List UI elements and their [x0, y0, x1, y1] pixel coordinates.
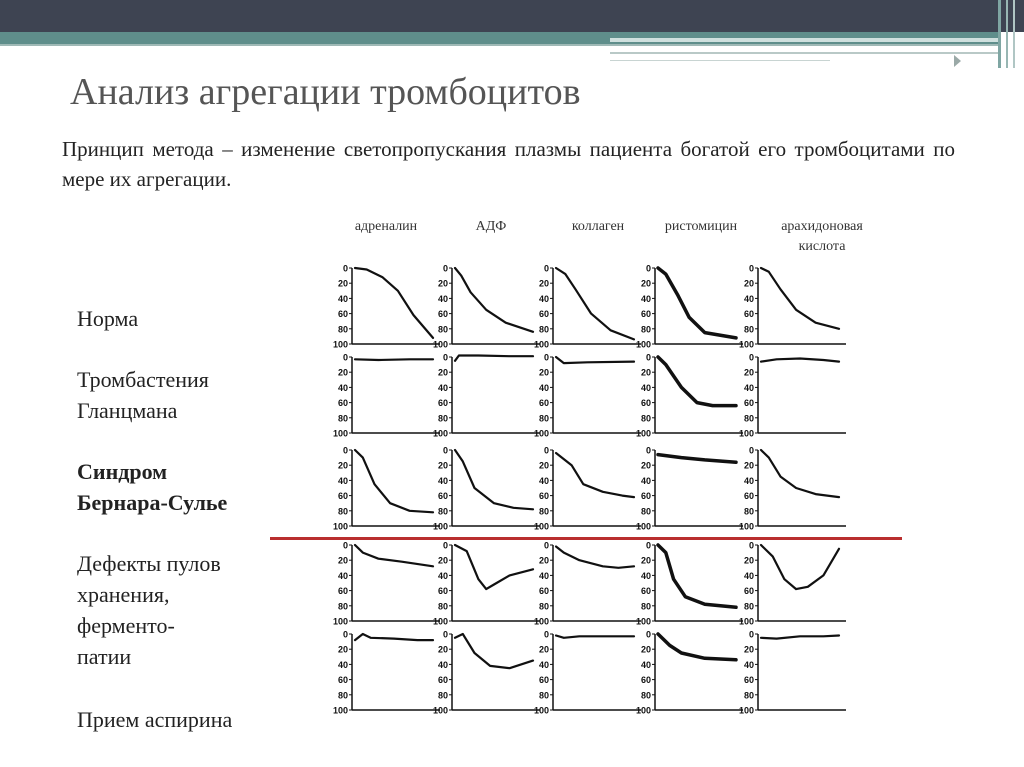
- aggregation-curve: [455, 545, 533, 589]
- tick-label: 40: [538, 570, 549, 581]
- tick-label: 80: [538, 601, 549, 612]
- tick-label: 80: [640, 506, 651, 517]
- tick-label: 100: [738, 428, 754, 439]
- curve-panel: [636, 264, 743, 350]
- tick-label: 80: [437, 601, 448, 612]
- aggregation-curve: [658, 357, 736, 406]
- tick-label: 60: [538, 309, 549, 320]
- tick-label: 0: [442, 263, 448, 274]
- tick-label: 60: [437, 586, 448, 597]
- tick-label: 60: [538, 398, 549, 409]
- tick-label: 0: [342, 540, 348, 551]
- tick-label: 40: [743, 475, 754, 486]
- tick-label: 100: [432, 428, 448, 439]
- tick-label: 40: [337, 659, 348, 670]
- column-label: ристомицин: [664, 219, 738, 234]
- tick-label: 100: [432, 521, 448, 532]
- tick-label: 20: [337, 278, 348, 289]
- column-label: коллаген: [571, 219, 625, 234]
- tick-label: 40: [743, 293, 754, 304]
- tick-label: 80: [437, 690, 448, 701]
- tick-label: 0: [442, 540, 448, 551]
- aggregation-curve: [556, 268, 634, 339]
- tick-label: 60: [437, 675, 448, 686]
- tick-label: 20: [743, 555, 754, 566]
- tick-label: 100: [635, 521, 651, 532]
- tick-label: 0: [342, 629, 348, 640]
- tick-label: 100: [332, 339, 348, 350]
- aggregation-curve: [355, 450, 433, 512]
- row-label: Норма: [77, 306, 139, 331]
- tick-label: 40: [337, 570, 348, 581]
- tick-label: 80: [743, 324, 754, 335]
- tick-label: 40: [640, 382, 651, 393]
- tick-label: 0: [342, 445, 348, 456]
- tick-label: 20: [337, 555, 348, 566]
- tick-label: 20: [437, 555, 448, 566]
- aggregation-curve: [658, 634, 736, 660]
- tick-label: 40: [437, 570, 448, 581]
- tick-label: 100: [635, 339, 651, 350]
- tick-label: 20: [337, 460, 348, 471]
- tick-label: 0: [645, 540, 651, 551]
- tick-label: 40: [640, 570, 651, 581]
- tick-label: 100: [332, 616, 348, 627]
- tick-label: 40: [337, 382, 348, 393]
- tick-label: 60: [640, 586, 651, 597]
- tick-label: 40: [437, 293, 448, 304]
- tick-label: 100: [533, 521, 549, 532]
- tick-label: 0: [543, 263, 549, 274]
- tick-label: 0: [442, 629, 448, 640]
- tick-label: 40: [743, 382, 754, 393]
- tick-label: 80: [337, 690, 348, 701]
- tick-label: 0: [645, 263, 651, 274]
- column-label: адреналин: [354, 219, 418, 234]
- tick-label: 20: [743, 460, 754, 471]
- tick-label: 80: [640, 601, 651, 612]
- tick-label: 80: [538, 413, 549, 424]
- tick-label: 40: [640, 475, 651, 486]
- tick-label: 100: [738, 521, 754, 532]
- row-label: Дефекты пулов хранения, ферменто- патии: [77, 551, 221, 669]
- tick-label: 20: [437, 644, 448, 655]
- tick-label: 100: [635, 428, 651, 439]
- row-label: Прием аспирина: [77, 707, 233, 732]
- tick-label: 0: [543, 629, 549, 640]
- tick-label: 20: [337, 644, 348, 655]
- curve-panel: [739, 264, 846, 350]
- aggregation-curve: [455, 450, 533, 509]
- aggregation-curve: [455, 634, 533, 668]
- tick-label: 20: [640, 555, 651, 566]
- aggregation-curve: [761, 545, 839, 589]
- tick-label: 100: [533, 339, 549, 350]
- curve-panel: [534, 446, 641, 532]
- tick-label: 40: [437, 659, 448, 670]
- aggregation-curve: [658, 268, 736, 338]
- tick-label: 80: [437, 506, 448, 517]
- tick-label: 0: [748, 540, 754, 551]
- tick-label: 60: [437, 398, 448, 409]
- tick-label: 100: [533, 705, 549, 716]
- tick-label: 60: [538, 675, 549, 686]
- tick-label: 40: [437, 382, 448, 393]
- column-label: АДФ: [475, 219, 507, 234]
- tick-label: 20: [640, 367, 651, 378]
- aggregation-curve: [556, 636, 634, 638]
- tick-label: 40: [743, 659, 754, 670]
- tick-label: 20: [437, 367, 448, 378]
- tick-label: 40: [337, 293, 348, 304]
- tick-label: 20: [640, 460, 651, 471]
- aggregation-curve: [355, 268, 433, 338]
- curve-panel: [333, 446, 440, 532]
- tick-label: 80: [538, 506, 549, 517]
- curve-panel: [739, 353, 846, 439]
- tick-label: 100: [332, 428, 348, 439]
- aggregation-curve: [761, 359, 839, 362]
- tick-label: 60: [743, 586, 754, 597]
- tick-label: 0: [645, 629, 651, 640]
- tick-label: 60: [743, 309, 754, 320]
- curve-panel: [534, 630, 641, 716]
- curve-panel: [636, 353, 743, 439]
- tick-label: 40: [337, 475, 348, 486]
- tick-label: 60: [337, 398, 348, 409]
- tick-label: 80: [538, 324, 549, 335]
- tick-label: 100: [332, 705, 348, 716]
- tick-label: 100: [635, 616, 651, 627]
- tick-label: 20: [743, 644, 754, 655]
- aggregation-curve: [556, 547, 634, 568]
- tick-label: 80: [640, 324, 651, 335]
- tick-label: 80: [743, 506, 754, 517]
- tick-label: 80: [337, 601, 348, 612]
- tick-label: 20: [437, 278, 448, 289]
- tick-label: 0: [748, 445, 754, 456]
- tick-label: 60: [337, 586, 348, 597]
- aggregation-curve: [658, 455, 736, 463]
- tick-label: 80: [743, 413, 754, 424]
- tick-label: 80: [337, 413, 348, 424]
- aggregation-curve: [355, 359, 433, 360]
- tick-label: 0: [342, 263, 348, 274]
- tick-label: 20: [538, 278, 549, 289]
- curve-panel: [433, 630, 540, 716]
- tick-label: 20: [640, 644, 651, 655]
- tick-label: 80: [743, 690, 754, 701]
- aggregation-curve: [761, 636, 839, 639]
- tick-label: 80: [437, 413, 448, 424]
- tick-label: 0: [543, 352, 549, 363]
- tick-label: 0: [748, 263, 754, 274]
- tick-label: 60: [437, 309, 448, 320]
- curve-panel: [636, 541, 743, 627]
- divider-line: [270, 537, 902, 540]
- tick-label: 100: [533, 616, 549, 627]
- tick-label: 40: [640, 293, 651, 304]
- aggregation-curve: [355, 545, 433, 566]
- tick-label: 0: [645, 445, 651, 456]
- tick-label: 60: [337, 675, 348, 686]
- row-label: Синдром Бернара-Сулье: [77, 459, 228, 515]
- tick-label: 100: [738, 616, 754, 627]
- curve-panel: [534, 264, 641, 350]
- tick-label: 60: [538, 586, 549, 597]
- tick-label: 60: [337, 309, 348, 320]
- tick-label: 60: [640, 491, 651, 502]
- tick-label: 0: [342, 352, 348, 363]
- slide-title: Анализ агрегации тромбоцитов: [70, 71, 581, 113]
- curve-panel: [739, 630, 846, 716]
- tick-label: 40: [538, 293, 549, 304]
- tick-label: 100: [635, 705, 651, 716]
- tick-label: 80: [640, 413, 651, 424]
- tick-label: 20: [538, 644, 549, 655]
- tick-label: 60: [640, 309, 651, 320]
- aggregation-curve: [761, 450, 839, 497]
- curve-panel: [333, 353, 440, 439]
- tick-label: 60: [437, 491, 448, 502]
- tick-label: 0: [543, 540, 549, 551]
- tick-label: 60: [640, 398, 651, 409]
- tick-label: 80: [743, 601, 754, 612]
- tick-label: 0: [543, 445, 549, 456]
- tick-label: 40: [538, 659, 549, 670]
- curve-panel: [739, 446, 846, 532]
- tick-label: 0: [645, 352, 651, 363]
- tick-label: 100: [432, 616, 448, 627]
- curve-panel: [433, 446, 540, 532]
- tick-label: 0: [748, 352, 754, 363]
- aggregation-curve: [355, 634, 433, 640]
- tick-label: 20: [538, 460, 549, 471]
- tick-label: 20: [743, 278, 754, 289]
- tick-label: 100: [533, 428, 549, 439]
- curve-panel: [636, 630, 743, 716]
- tick-label: 20: [437, 460, 448, 471]
- curve-panel: [636, 446, 743, 532]
- curve-panel: [534, 353, 641, 439]
- tick-label: 60: [538, 491, 549, 502]
- tick-label: 100: [738, 339, 754, 350]
- curve-panel: [333, 541, 440, 627]
- aggregation-curve: [455, 356, 533, 361]
- tick-label: 60: [743, 491, 754, 502]
- tick-label: 0: [442, 445, 448, 456]
- curve-panel: [433, 264, 540, 350]
- tick-label: 100: [432, 705, 448, 716]
- principle-text: Принцип метода – изменение светопропускания плазмы пациента богатой его тромбоцитами по мере их агрегации.: [62, 137, 955, 191]
- tick-label: 20: [640, 278, 651, 289]
- tick-label: 20: [538, 367, 549, 378]
- aggregation-curve: [556, 453, 634, 497]
- tick-label: 100: [332, 521, 348, 532]
- tick-label: 0: [442, 352, 448, 363]
- curve-panel: [333, 630, 440, 716]
- tick-label: 0: [748, 629, 754, 640]
- tick-label: 100: [432, 339, 448, 350]
- row-label: Тромбастения Гланцмана: [77, 367, 209, 423]
- curve-panel: [534, 541, 641, 627]
- tick-label: 40: [538, 475, 549, 486]
- curve-panel: [433, 353, 540, 439]
- curve-panel: [333, 264, 440, 350]
- tick-label: 60: [743, 675, 754, 686]
- tick-label: 40: [640, 659, 651, 670]
- tick-label: 40: [538, 382, 549, 393]
- curve-panel: [739, 541, 846, 627]
- tick-label: 60: [640, 675, 651, 686]
- tick-label: 20: [337, 367, 348, 378]
- tick-label: 80: [538, 690, 549, 701]
- tick-label: 60: [337, 491, 348, 502]
- tick-label: 20: [538, 555, 549, 566]
- tick-label: 60: [743, 398, 754, 409]
- tick-label: 100: [738, 705, 754, 716]
- tick-label: 80: [337, 324, 348, 335]
- aggregation-curve: [455, 268, 533, 332]
- tick-label: 80: [337, 506, 348, 517]
- tick-label: 80: [640, 690, 651, 701]
- tick-label: 80: [437, 324, 448, 335]
- aggregation-curve: [761, 268, 839, 329]
- curve-panel: [433, 541, 540, 627]
- tick-label: 40: [743, 570, 754, 581]
- tick-label: 20: [743, 367, 754, 378]
- aggregation-curve: [658, 545, 736, 607]
- aggregation-curve: [556, 357, 634, 363]
- tick-label: 40: [437, 475, 448, 486]
- column-label: арахидоновая кислота: [781, 219, 863, 254]
